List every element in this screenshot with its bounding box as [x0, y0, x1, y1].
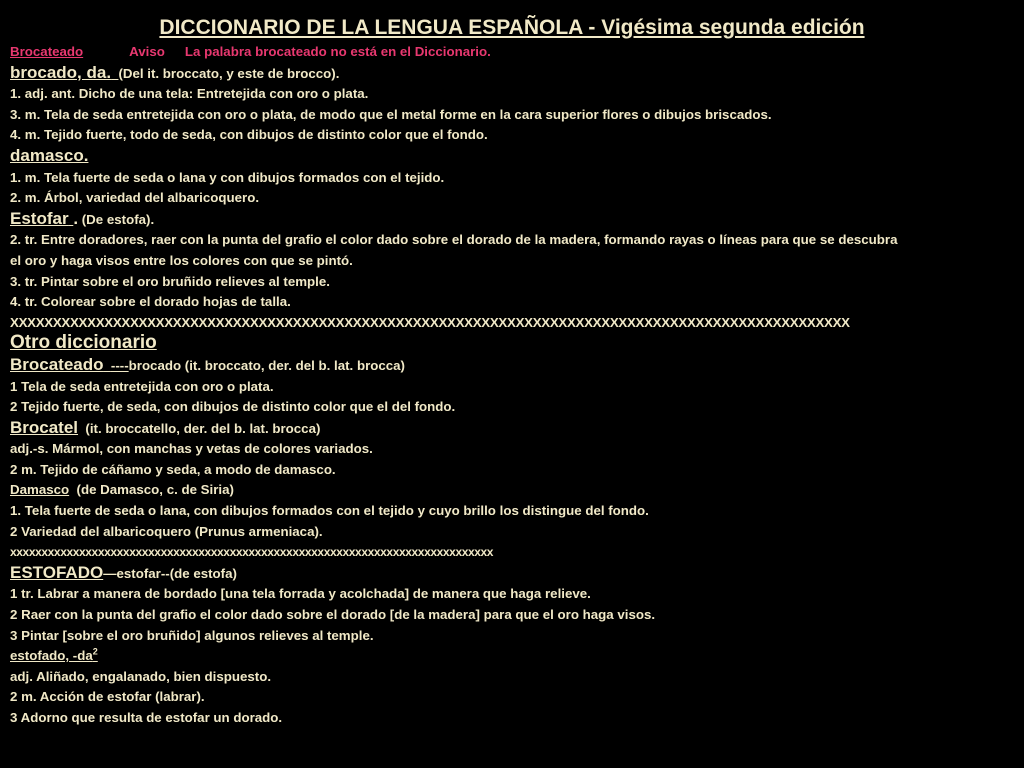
entry-estofar-def: 3. tr. Pintar sobre el oro bruñido relieves al temple. [10, 273, 330, 289]
other-estofado-head [10, 563, 1014, 585]
other-damasco-def: 1. Tela fuerte de seda o lana, con dibujos formados con el tejido y cuyo brillo los distingue del fondo. [10, 503, 649, 519]
other-damasco-headword[interactable]: Damasco [10, 482, 70, 498]
other-estofado-def: 3 Pintar [sobre el oro bruñido] algunos relieves al temple. [10, 627, 374, 643]
other-brocatel-rest: (it. broccatello, der. del b. lat. brocca) [85, 420, 321, 436]
notice-label: Aviso [129, 44, 165, 59]
other-brocateado-head [10, 355, 1014, 377]
dictionary-page [10, 14, 1014, 729]
notice-message: La palabra brocateado no está en el Diccionario. [184, 44, 491, 59]
other-brocateado-def: 2 Tejido fuerte, de seda, con dibujos de distinto color que el del fondo. [10, 399, 456, 415]
other-estofado2-def: adj. Aliñado, engalanado, bien dispuesto. [10, 668, 272, 684]
other-estofado2-def: 2 m. Acción de estofar (labrar). [10, 689, 205, 705]
other-brocateado-headword[interactable]: Brocateado [10, 354, 104, 374]
other-brocateado-rest: brocado (it. broccato, der. del b. lat. brocca) [128, 357, 405, 373]
entry-estofar-etymology: (De estofa). [81, 211, 155, 227]
other-damasco-rest: (de Damasco, c. de Siria) [76, 482, 234, 498]
entry-brocado-head [10, 63, 1014, 85]
entry-damasco-head [10, 146, 1014, 168]
entry-estofar-dot: . [73, 208, 79, 228]
notice-line [10, 42, 1014, 63]
other-estofado2-head [10, 646, 1014, 667]
other-estofado-def: 2 Raer con la punta del grafio el color dado sobre el dorado [de la madera] para que el oro haga visos. [10, 607, 656, 623]
other-dictionary-heading-line [10, 333, 1014, 355]
entry-estofar-def: 4. tr. Colorear sobre el dorado hojas de talla. [10, 294, 291, 310]
other-estofado2-superscript: 2 [92, 646, 98, 657]
other-brocateado-dashes: ---- [110, 357, 129, 373]
other-estofado-headword[interactable]: ESTOFADO [10, 562, 104, 582]
other-damasco-def: 2 Variedad del albaricoquero (Prunus armeniaca). [10, 523, 323, 539]
other-estofado2-headword-text: estofado, -da [10, 648, 93, 664]
other-estofado-rest: —estofar--(de estofa) [103, 565, 237, 581]
other-estofado2-def: 3 Adorno que resulta de estofar un dorado. [10, 710, 283, 725]
other-brocateado-def: 1 Tela de seda entretejida con oro o plata. [10, 378, 274, 394]
page-title: DICCIONARIO DE LA LENGUA ESPAÑOLA - Vigésima segunda edición [159, 16, 865, 39]
other-estofado-def: 1 tr. Labrar a manera de bordado [una tela forrada y acolchada] de manera que haga relieve. [10, 586, 591, 602]
other-brocatel-def: 2 m. Tejido de cáñamo y seda, a modo de damasco. [10, 461, 336, 477]
entry-damasco-headword[interactable]: damasco. [10, 145, 89, 165]
entry-damasco-def: 2. m. Árbol, variedad del albaricoquero. [10, 190, 260, 206]
notice-word[interactable]: Brocateado [10, 44, 84, 59]
other-estofado2-headword[interactable] [10, 648, 98, 663]
separator-lower: xxxxxxxxxxxxxxxxxxxxxxxxxxxxxxxxxxxxxxxxxxxxxxxxxxxxxxxxxxxxxxxxxxxxxxxxxxxxx [10, 545, 494, 560]
entry-brocado-def: 1. adj. ant. Dicho de una tela: Entretejida con oro o plata. [10, 86, 369, 102]
other-brocatel-head [10, 418, 1014, 440]
entry-estofar-headword[interactable]: Estofar [10, 208, 69, 228]
separator-upper: XXXXXXXXXXXXXXXXXXXXXXXXXXXXXXXXXXXXXXXXXXXXXXXXXXXXXXXXXXXXXXXXXXXXXXXXXXXXXXXXXXXXXXXXXXXXXXXXXX [10, 314, 850, 330]
entry-estofar-def: 2. tr. Entre doradores, raer con la punta del grafio el color dado sobre el dorado de la madera, formando rayas o líneas para que se descubra [10, 232, 898, 248]
entry-estofar-def: el oro y haga visos entre los colores con que se pintó. [10, 252, 353, 268]
other-brocatel-def: adj.-s. Mármol, con manchas y vetas de colores variados. [10, 441, 373, 457]
entry-damasco-def: 1. m. Tela fuerte de seda o lana y con dibujos formados con el tejido. [10, 169, 445, 185]
entry-brocado-headword[interactable]: brocado, da. [10, 62, 112, 82]
other-damasco-head [10, 480, 1014, 501]
entry-brocado-def: 3. m. Tela de seda entretejida con oro o plata, de modo que el metal forme en la cara superior flores o dibujos briscados. [10, 106, 772, 122]
entry-brocado-def: 4. m. Tejido fuerte, todo de seda, con dibujos de distinto color que el fondo. [10, 127, 488, 143]
entry-estofar-head [10, 209, 1014, 231]
other-dictionary-heading[interactable]: Otro diccionario [10, 332, 157, 354]
entry-brocado-etymology: (Del it. broccato, y este de brocco). [118, 65, 340, 81]
other-brocatel-headword[interactable]: Brocatel [10, 417, 79, 437]
